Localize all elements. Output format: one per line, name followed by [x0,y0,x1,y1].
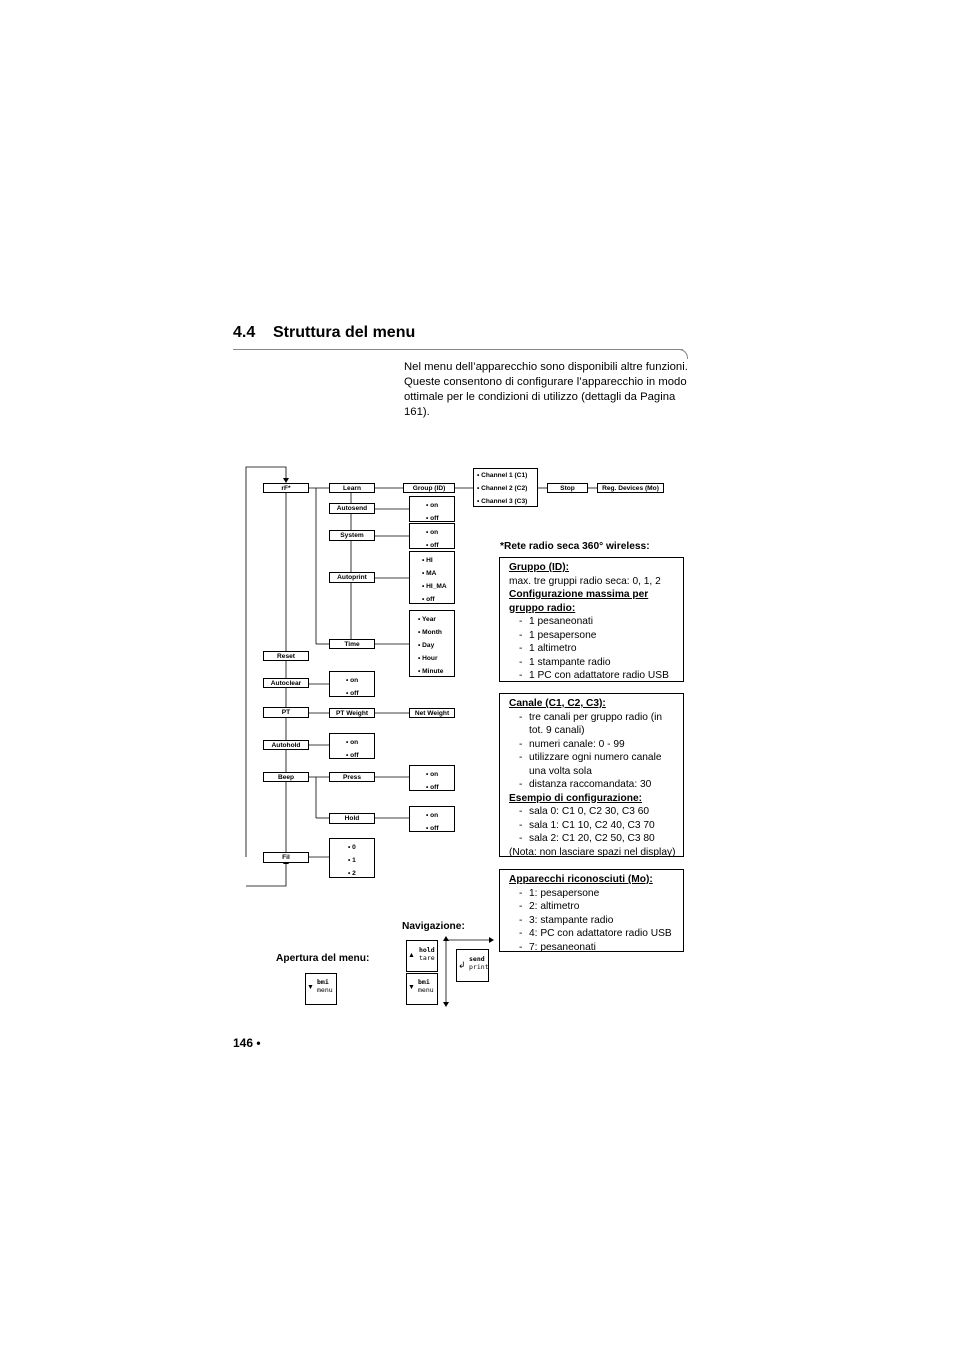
menu-press: Press [329,772,375,782]
devices-heading: Apparecchi riconosciuti (Mo): [509,874,653,885]
menu-reg-devices: Reg. Devices (Mo) [597,483,664,493]
menu-time: Time [329,639,375,649]
option-off: • off [346,752,359,759]
group-max-text: max. tre gruppi radio seca: 0, 1, 2 [509,575,661,587]
list-item: - 7: pesaneonati [519,941,596,953]
key-hold-label: hold [419,946,435,954]
menu-autoprint: Autoprint [329,572,375,583]
group-info-box [499,557,684,682]
menu-system: System [329,530,375,541]
menu-group-id: Group (ID) [403,483,455,493]
key-tare-label: tare [419,954,435,962]
autosend-options [409,496,455,522]
option-on: • on [426,529,439,536]
option-hi: • HI [422,557,433,564]
list-item: - 3: stampante radio [519,914,614,926]
list-item: - utilizzare ogni numero canale una volta sola [519,752,662,777]
option-ma: • MA [422,570,437,577]
page-number: 146 • [233,1036,261,1050]
section-number: 4.4 [233,324,256,341]
option-channel-1: • Channel 1 (C1) [477,472,528,479]
autoprint-options [409,551,455,604]
list-item: - distanza raccomandata: 30 [519,779,652,790]
group-config-heading-a: Configurazione massima per [509,589,649,600]
option-hour: • Hour [418,655,438,662]
intro-text: Nel menu dell’apparecchio sono disponibili altre funzioni. Queste consentono di configurare l’apparecchio in modo ottimale per le condizioni di utilizzo (dettagli da Pagina 161). [404,361,688,418]
option-off: • off [426,515,439,522]
option-1: • 1 [348,857,356,864]
list-item: - 1: pesapersone [519,887,600,899]
list-item: - tre canali per gruppo radio (in tot. 9 canali) [519,711,663,736]
channel-note: (Nota: non lasciare spazi nel display) [509,846,676,858]
option-year: • Year [418,616,436,623]
time-options [409,610,455,677]
send-print-key [456,949,489,982]
autohold-options [329,733,375,759]
option-off: • off [346,690,359,697]
list-item: - numeri canale: 0 - 99 [519,738,625,750]
arrow-down-icon: ▼ [408,984,415,991]
option-channel-3: • Channel 3 (C3) [477,498,528,505]
option-off: • off [426,825,439,832]
menu-pt-weight: PT Weight [329,708,375,718]
hold-options [409,806,455,832]
option-on: • on [346,677,359,684]
option-off: • off [426,542,439,549]
option-off: • off [422,596,435,603]
key-menu-label: menu [317,986,333,994]
list-item: - 2: altimetro [519,901,580,912]
option-day: • Day [418,642,435,649]
menu-reset: Reset [263,651,309,661]
navigation-label: Navigazione: [402,921,465,932]
menu-pt: PT [263,707,309,718]
menu-stop: Stop [547,483,588,493]
list-item: - 1 stampante radio [519,656,611,668]
autoclear-options [329,671,375,697]
key-bmi-label: bmi [418,978,430,986]
option-on: • on [426,771,439,778]
bmi-menu-key-nav [406,973,438,1005]
key-send-label: send [469,955,485,963]
key-print-label: print [469,963,489,971]
list-item: - sala 0: C1 0, C2 30, C3 60 [519,806,650,817]
option-on: • on [346,739,359,746]
bmi-menu-key [305,973,337,1005]
list-item: - 1 pesaneonati [519,616,594,627]
open-menu-label: Apertura del menu: [276,953,370,964]
group-config-heading-b: gruppo radio: [509,602,576,614]
key-menu-label: menu [418,986,434,994]
section-title-text: Struttura del menu [273,324,416,341]
arrow-down-icon: ▼ [307,984,314,991]
menu-hold: Hold [329,813,375,824]
system-options [409,523,455,549]
devices-info-box [499,869,684,952]
hold-tare-key [406,940,438,972]
menu-autohold: Autohold [263,740,309,750]
wireless-heading: *Rete radio seca 360° wireless: [500,541,650,552]
option-on: • on [426,502,439,509]
list-item: - 1 pesapersone [519,629,597,641]
menu-learn: Learn [329,483,375,493]
option-hi-ma: • HI_MA [422,583,447,590]
arrow-up-icon: ▲ [408,952,415,959]
list-item: - sala 1: C1 10, C2 40, C3 70 [519,819,655,831]
channel-options [473,468,538,507]
option-off: • off [426,784,439,791]
menu-rf: rF* [263,483,309,493]
list-item: - 4: PC con adattatore radio USB [519,928,672,939]
return-arrow-icon: ↲ [458,960,466,970]
menu-autoclear: Autoclear [263,678,309,688]
key-bmi-label: bmi [317,978,329,986]
group-heading: Gruppo (ID): [509,562,569,573]
config-example-heading: Esempio di configurazione: [509,792,643,804]
menu-beep: Beep [263,772,309,782]
channel-info-box [499,693,684,857]
fil-options [329,838,375,878]
list-item: - 1 altimetro [519,643,577,654]
press-options [409,765,455,791]
menu-net-weight: Net Weight [409,708,455,718]
menu-autosend: Autosend [329,503,375,514]
option-month: • Month [418,629,442,636]
option-on: • on [426,812,439,819]
option-minute: • Minute [418,668,444,675]
option-2: • 2 [348,870,356,877]
list-item: - 1 PC con adattatore radio USB [519,670,669,681]
option-channel-2: • Channel 2 (C2) [477,485,528,492]
list-item: - sala 2: C1 20, C2 50, C3 80 [519,833,655,844]
channel-heading: Canale (C1, C2, C3): [509,698,606,709]
option-0: • 0 [348,844,356,851]
menu-fil: Fil [263,852,309,863]
